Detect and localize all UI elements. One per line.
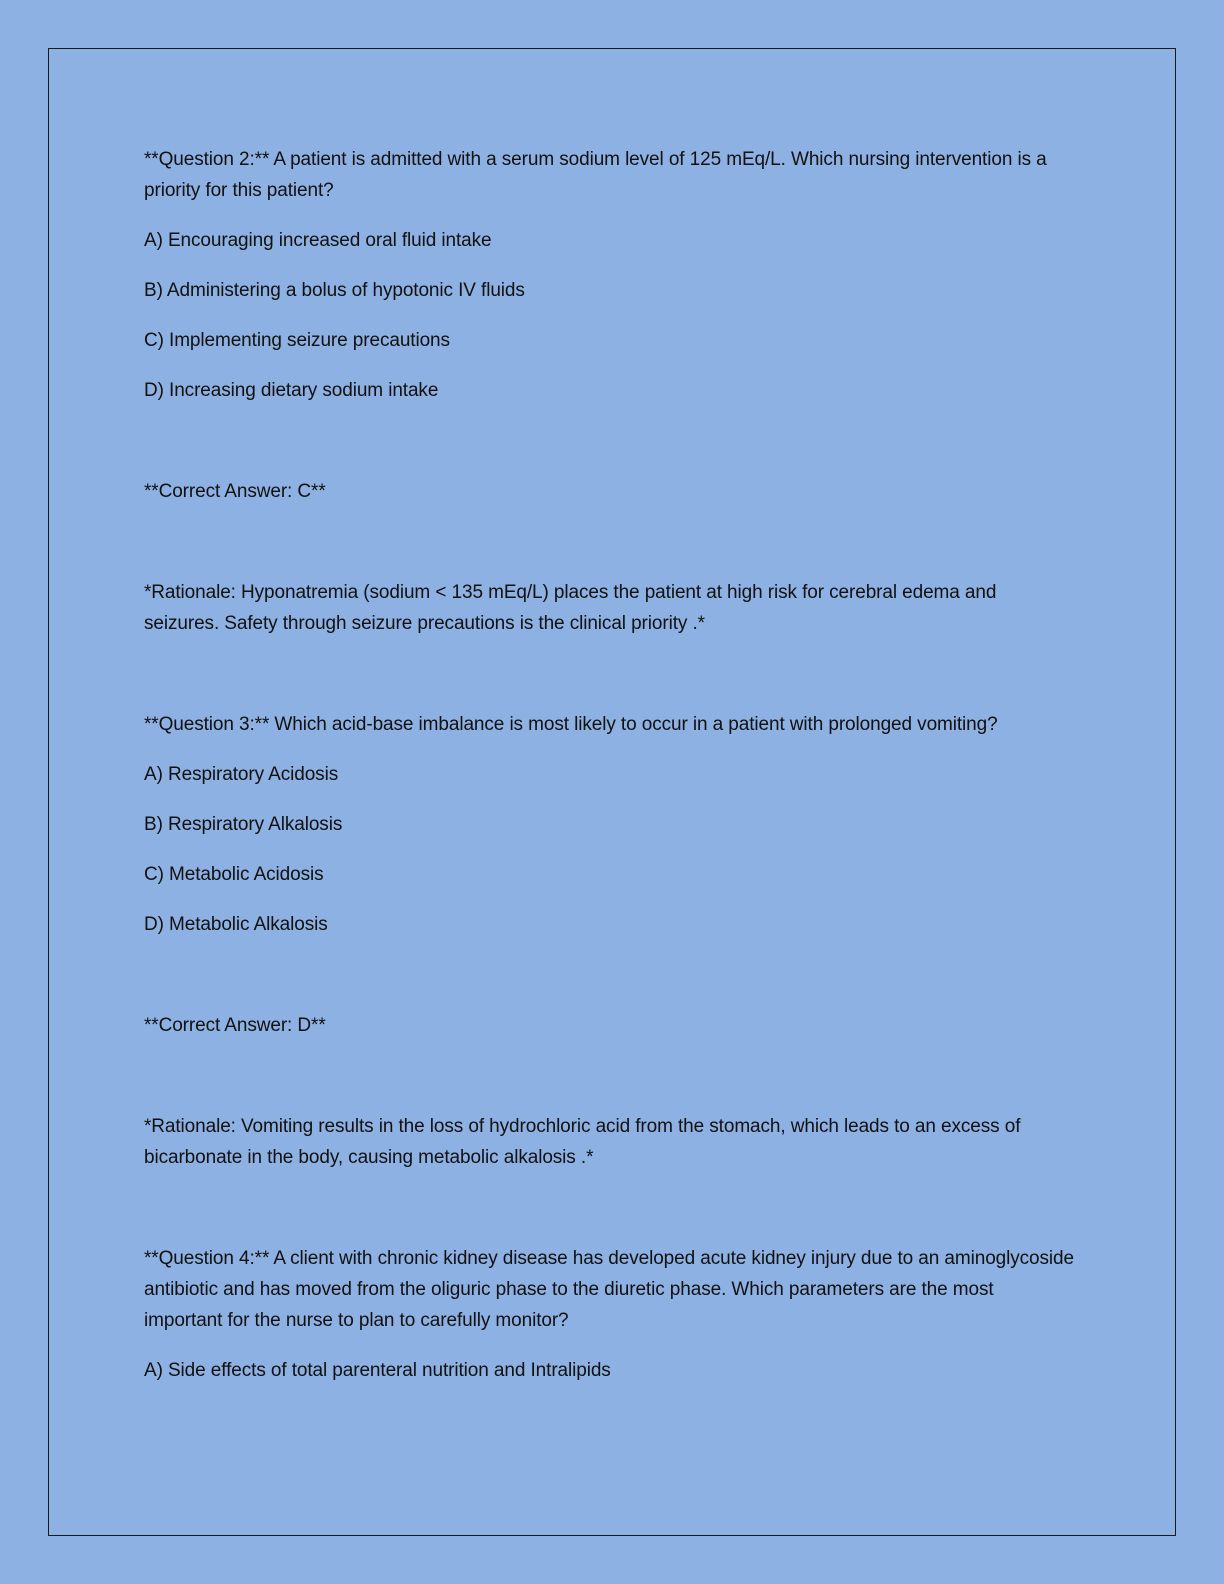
correct-answer: **Correct Answer: C** <box>144 481 326 502</box>
answer-option: A) Encouraging increased oral fluid intake <box>144 230 492 251</box>
correct-answer: **Correct Answer: D** <box>144 1015 326 1036</box>
rationale: *Rationale: Hyponatremia (sodium < 135 mEq/L) places the patient at high risk for cerebral edema and seizures. Safety through seizure precautions is the clinical priority .* <box>144 582 997 634</box>
answer-option: B) Administering a bolus of hypotonic IV fluids <box>144 280 525 301</box>
answer-option: D) Metabolic Alkalosis <box>144 914 328 935</box>
document-body <box>144 144 1074 1386</box>
question-stem: **Question 2:** A patient is admitted with a serum sodium level of 125 mEq/L. Which nursing intervention is a priority for this patient? <box>144 149 1047 201</box>
answer-option: C) Metabolic Acidosis <box>144 864 324 885</box>
rationale: *Rationale: Vomiting results in the loss of hydrochloric acid from the stomach, which leads to an excess of bicarbonate in the body, causing metabolic alkalosis .* <box>144 1116 1021 1168</box>
question-stem: **Question 3:** Which acid-base imbalance is most likely to occur in a patient with prolonged vomiting? <box>144 714 998 735</box>
answer-option: C) Implementing seizure precautions <box>144 330 450 351</box>
question-stem: **Question 4:** A client with chronic kidney disease has developed acute kidney injury due to an aminoglycoside antibiotic and has moved from the oliguric phase to the diuretic phase. Which parameters are the most important for the nurse to plan to carefully monitor? <box>144 1248 1074 1331</box>
answer-option: B) Respiratory Alkalosis <box>144 814 343 835</box>
answer-option: D) Increasing dietary sodium intake <box>144 380 439 401</box>
answer-option: A) Respiratory Acidosis <box>144 764 339 785</box>
answer-option: A) Side effects of total parenteral nutrition and Intralipids <box>144 1360 611 1381</box>
